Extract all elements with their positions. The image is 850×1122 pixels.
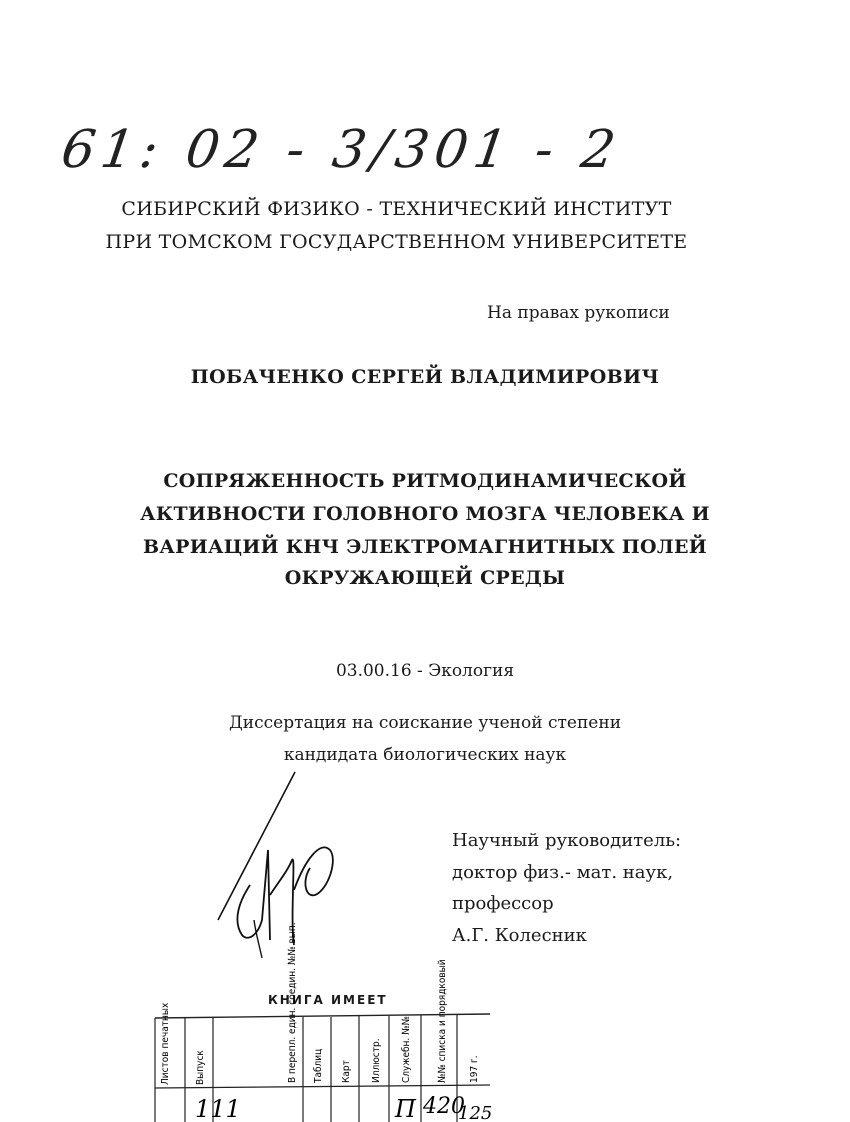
title-line-1: СОПРЯЖЕННОСТЬ РИТМОДИНАМИЧЕСКОЙ	[163, 470, 687, 492]
supervisor-name: А.Г. Колесник	[452, 925, 587, 946]
dissertation-line-2: кандидата биологических наук	[283, 745, 567, 765]
stamp-value-sheets: 111	[195, 1095, 241, 1122]
author-name: ПОБАЧЕНКО СЕРГЕЙ ВЛАДИМИРОВИЧ	[190, 366, 660, 388]
stamp-value-list: 420	[423, 1094, 465, 1119]
stamp-value-service: П	[395, 1095, 416, 1122]
stamp-col-service: Служебн. №№	[401, 1016, 412, 1083]
stamp-col-sheets: Листов печатных	[160, 1002, 171, 1085]
stamp-col-issue: Выпуск	[195, 1050, 206, 1085]
archive-code: 61: 02 - 3/301 - 2	[57, 120, 625, 180]
specialty: 03.00.16 - Экология	[335, 661, 515, 681]
institute-line-1: СИБИРСКИЙ ФИЗИКО - ТЕХНИЧЕСКИЙ ИНСТИТУТ	[121, 198, 672, 220]
dissertation-line-1: Диссертация на соискание ученой степени	[228, 713, 622, 733]
title-line-3: ВАРИАЦИЙ КНЧ ЭЛЕКТРОМАГНИТНЫХ ПОЛЕЙ	[142, 536, 707, 558]
stamp-col-year: 197 г.	[469, 1055, 480, 1083]
title-line-2: АКТИВНОСТИ ГОЛОВНОГО МОЗГА ЧЕЛОВЕКА И	[140, 503, 710, 525]
signature	[210, 770, 390, 960]
stamp-title: КНИГА ИМЕЕТ	[268, 993, 388, 1007]
supervisor-degree: доктор физ.- мат. наук,	[452, 862, 674, 883]
stamp-col-illustrations: Иллюстр.	[371, 1038, 382, 1083]
title-line-4: ОКРУЖАЮЩЕЙ СРЕДЫ	[284, 567, 566, 589]
stamp-col-list-numbers: №№ списка и порядковый	[437, 959, 448, 1083]
supervisor-label: Научный руководитель:	[452, 830, 682, 851]
stamp-col-tables: Таблиц	[313, 1048, 324, 1083]
supervisor-title: профессор	[452, 893, 554, 914]
stamp-col-binding: В перепл. един. соедин. №№ вып.	[287, 922, 298, 1083]
manuscript-note: На правах рукописи	[487, 303, 670, 323]
stamp-value-year: 125	[458, 1103, 493, 1122]
stamp-col-maps: Карт	[341, 1060, 352, 1083]
institute-line-2: ПРИ ТОМСКОМ ГОСУДАРСТВЕННОМ УНИВЕРСИТЕТЕ	[105, 231, 688, 253]
